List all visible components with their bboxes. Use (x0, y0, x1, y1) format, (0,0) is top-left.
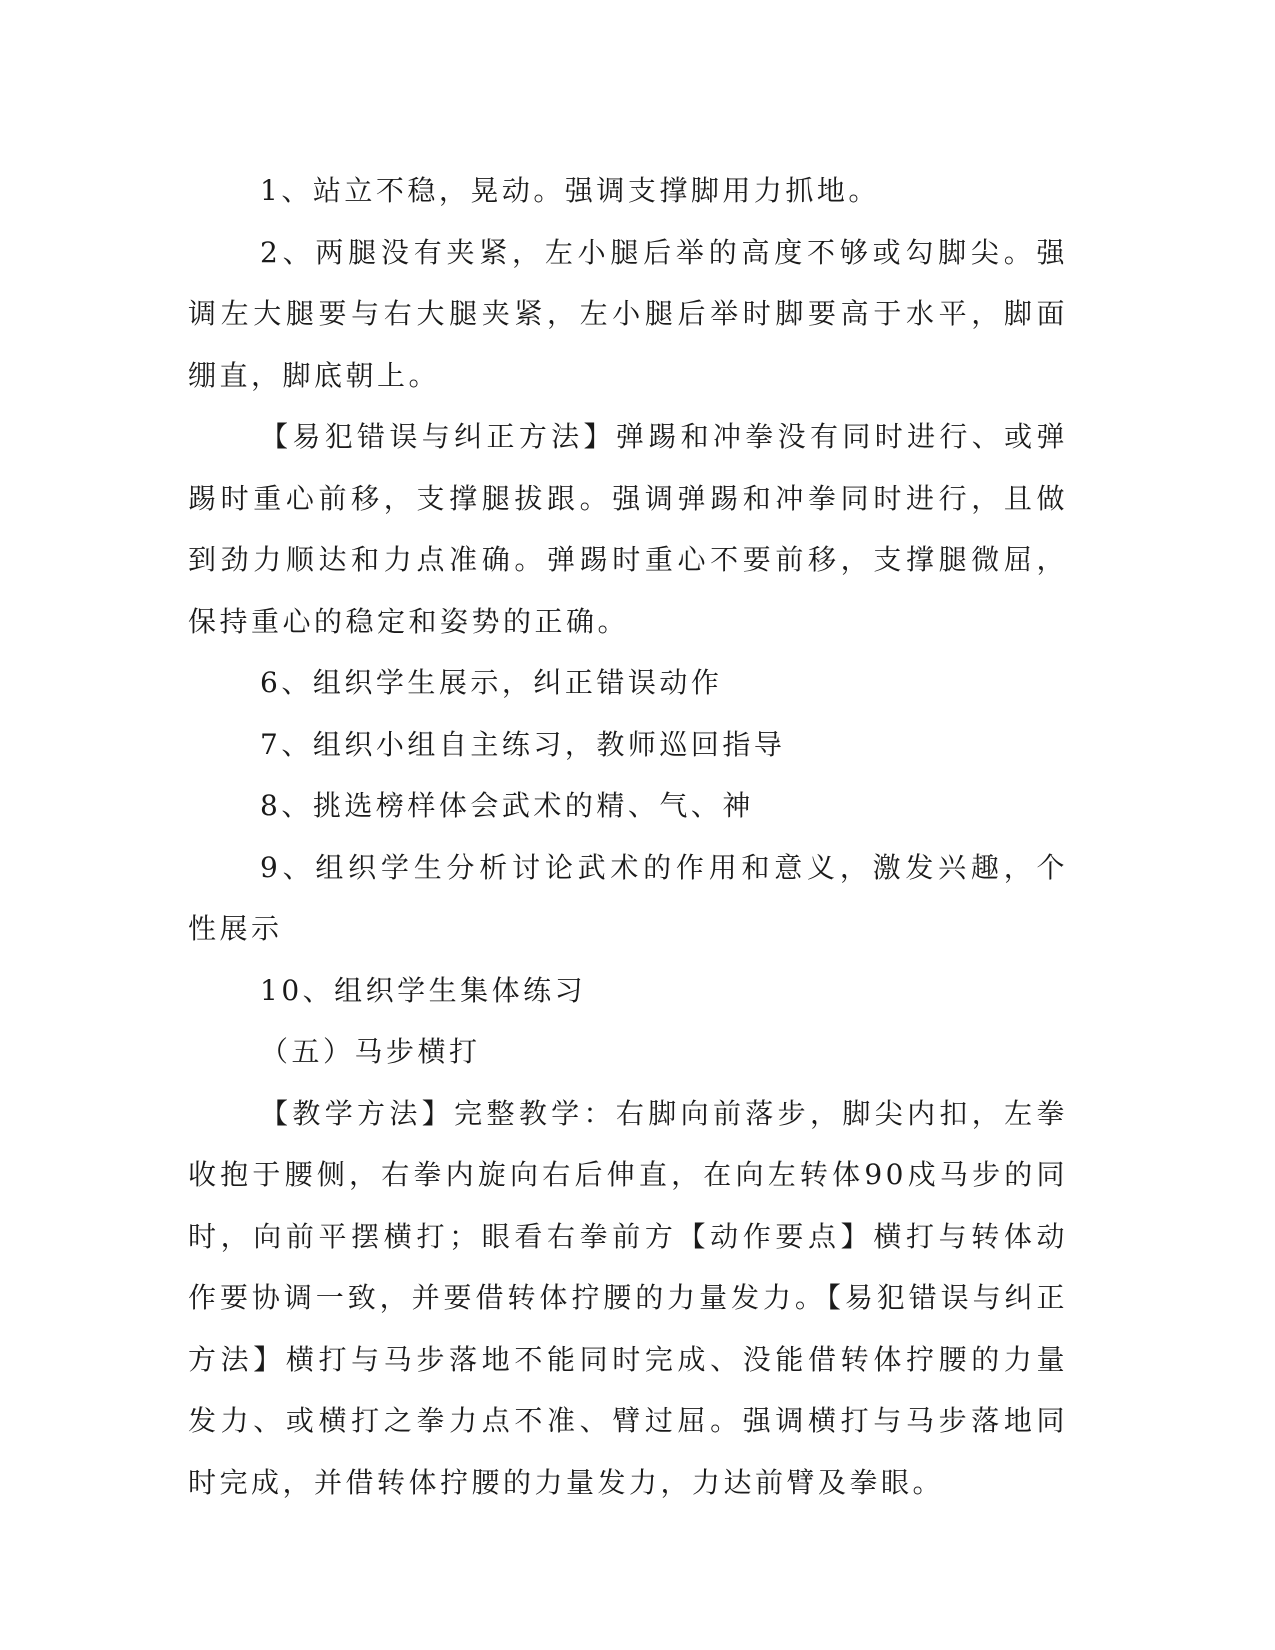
paragraph-step-7: 7、组织小组自主练习，教师巡回指导 (260, 727, 786, 761)
body-text (188, 160, 1068, 1513)
paragraph-step-9: 9、组织学生分析讨论武术的作用和意义，激发兴趣，个性展示 (188, 850, 1068, 945)
paragraph-step-10: 10、组织学生集体练习 (260, 973, 587, 1007)
paragraph-step-8: 8、挑选榜样体会武术的精、气、神 (260, 789, 754, 822)
paragraph-error-2: 2、两腿没有夹紧，左小腿后举的高度不够或勾脚尖。强调左大腿要与右大腿夹紧，左小腿后举时脚要高于水平，脚面绷直，脚底朝上。 (188, 235, 1068, 392)
section-heading: （五）马步横打 (260, 1035, 481, 1068)
paragraph-error-1: 1、站立不稳，晃动。强调支撑脚用力抓地。 (260, 174, 880, 207)
paragraph-teaching-method: 【教学方法】完整教学：右脚向前落步，脚尖内扣，左拳收抱于腰侧，右拳内旋向右后伸直，在向左转体90戍马步的同时，向前平摆横打；眼看右拳前方【动作要点】横打与转体动作要协调一致，并要借转体拧腰的力量发力。【易犯错误与纠正方法】横打与马步落地不能同时完成、没能借转体拧腰的力量发力、或横打之拳力点不准、臂过屈。强调横打与马步落地同时完成，并借转体拧腰的力量发力，力达前臂及拳眼。 (188, 1096, 1068, 1499)
paragraph-step-6: 6、组织学生展示，纠正错误动作 (260, 666, 723, 699)
paragraph-common-errors: 【易犯错误与纠正方法】弹踢和冲拳没有同时进行、或弹踢时重心前移，支撑腿拔跟。强调弹踢和冲拳同时进行，且做到劲力顺达和力点准确。弹踢时重心不要前移，支撑腿微屈，保持重心的稳定和姿势的正确。 (188, 420, 1068, 638)
